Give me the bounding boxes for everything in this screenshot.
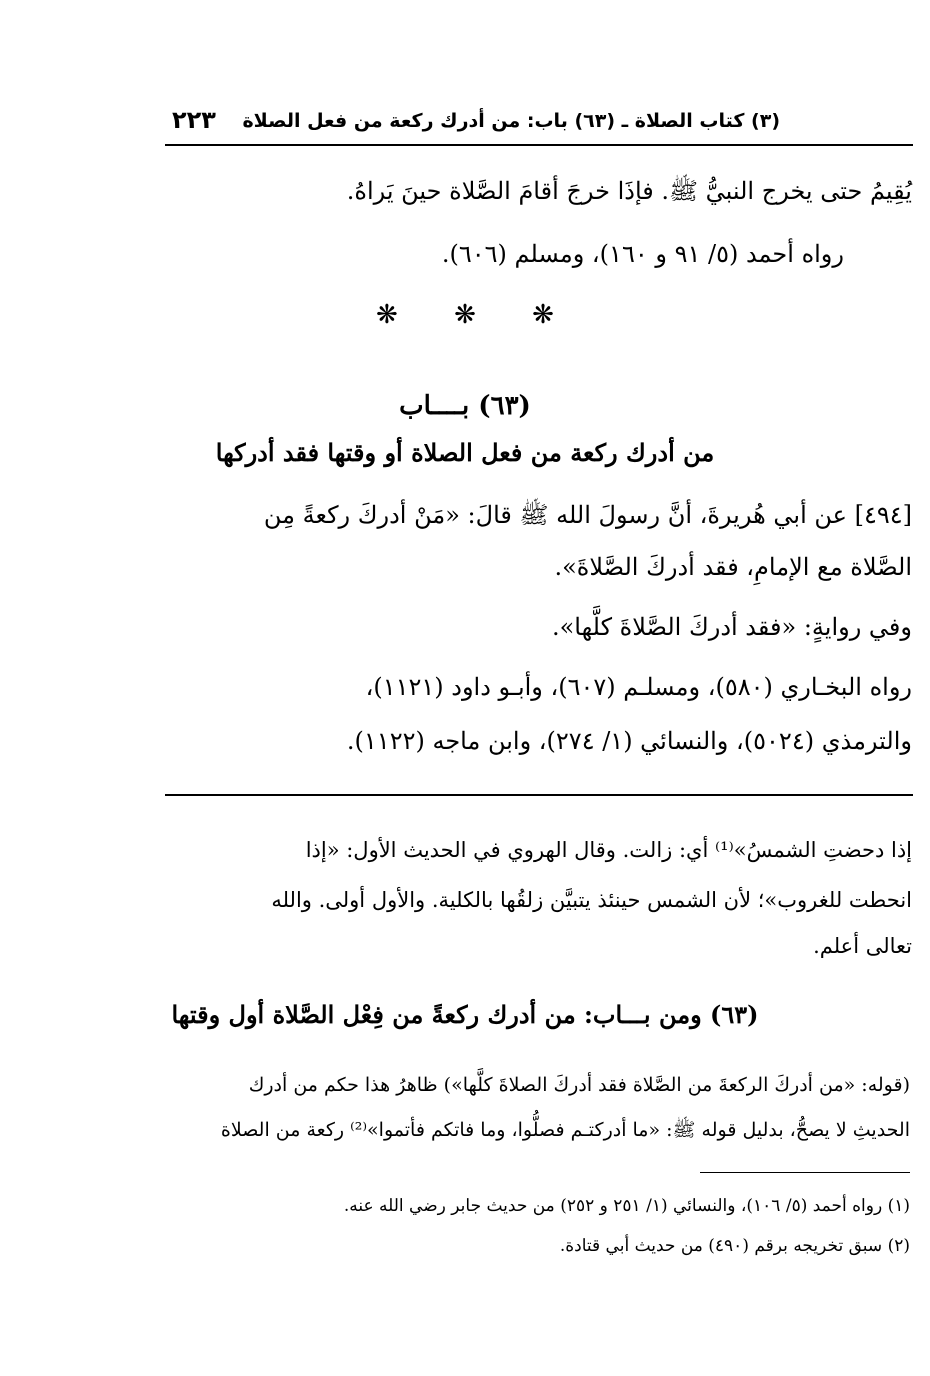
- hadith-line: [٤٩٤] عن أبي هُريرةَ، أنَّ رسولَ الله ﷺ قالَ: «مَنْ أدركَ ركعةً مِن: [263, 501, 912, 529]
- hadith-line: وفي روايةٍ: «فقد أدركَ الصَّلاةَ كلَّها».: [551, 613, 912, 641]
- footnote-rule: [700, 1172, 910, 1173]
- chapter-heading: (٦٣) بــــاب: [399, 391, 531, 421]
- footnote: (٢) سبق تخريجه برقم (٤٩٠) من حديث أبي قتادة.: [559, 1236, 910, 1256]
- chapter-title: من أدرك ركعة من فعل الصلاة أو وقتها فقد أدركها: [215, 438, 715, 467]
- running-header-title: (٣) كتاب الصلاة ـ (٦٣) باب: من أدرك ركعة من فعل الصلاة: [242, 110, 780, 132]
- commentary-line: تعالى أعلم.: [813, 934, 912, 958]
- header-rule: [165, 144, 913, 146]
- commentary-line: انحطت للغروب»؛ لأن الشمس حينئذ يتبيَّن زلقُها بالكلية. والأول أولى. والله: [271, 888, 912, 912]
- commentary-heading: (٦٣) ومن بـــاب: من أدرك ركعةً من فِعْل الصَّلاة أول وقتها: [171, 1000, 759, 1029]
- footnote: (١) رواه أحمد (٥/ ١٠٦)، والنسائي (١/ ٢٥١ و ٢٥٢) من حديث جابر رضي الله عنه.: [343, 1196, 910, 1216]
- commentary-line: إذا دحضتِ الشمسُ»⁽¹⁾ أي: زالت. وقال الهروي في الحديث الأول: «إذا: [305, 838, 912, 862]
- commentary-line: الحديثِ لا يصحُّ، بدليل قوله ﷺ: «ما أدركتـم فصلُّوا، وما فاتكم فأتموا»⁽²⁾ ركعة من الصلاة: [220, 1119, 910, 1141]
- commentary-separator: [165, 794, 913, 796]
- page-number: ٢٢٣: [172, 106, 216, 134]
- hadith-line: رواه البخـاري (٥٨٠)، ومسلـم (٦٠٧)، وأبـو داود (١١٢١)،: [365, 673, 912, 701]
- text-line: يُقِيمُ حتى يخرج النبيُّ ﷺ. فإذَا خرجَ أقامَ الصَّلاة حينَ يَراهُ.: [346, 177, 912, 205]
- hadith-line: والترمذي (٥٠٢٤)، والنسائي (١/ ٢٧٤)، وابن ماجه (١١٢٢).: [346, 727, 912, 755]
- citation-line: رواه أحمد (٥/ ٩١ و ١٦٠)، ومسلم (٦٠٦).: [441, 240, 844, 268]
- hadith-line: الصَّلاة مع الإمامِ، فقد أدركَ الصَّلاةَ».: [554, 553, 912, 581]
- commentary-line: (قوله: «من أدركَ الركعةَ من الصَّلاة فقد أدركَ الصلاةَ كلَّها») ظاهرُ هذا حكم من أدرك: [248, 1074, 910, 1096]
- section-separator: ❋ ❋ ❋: [376, 300, 554, 330]
